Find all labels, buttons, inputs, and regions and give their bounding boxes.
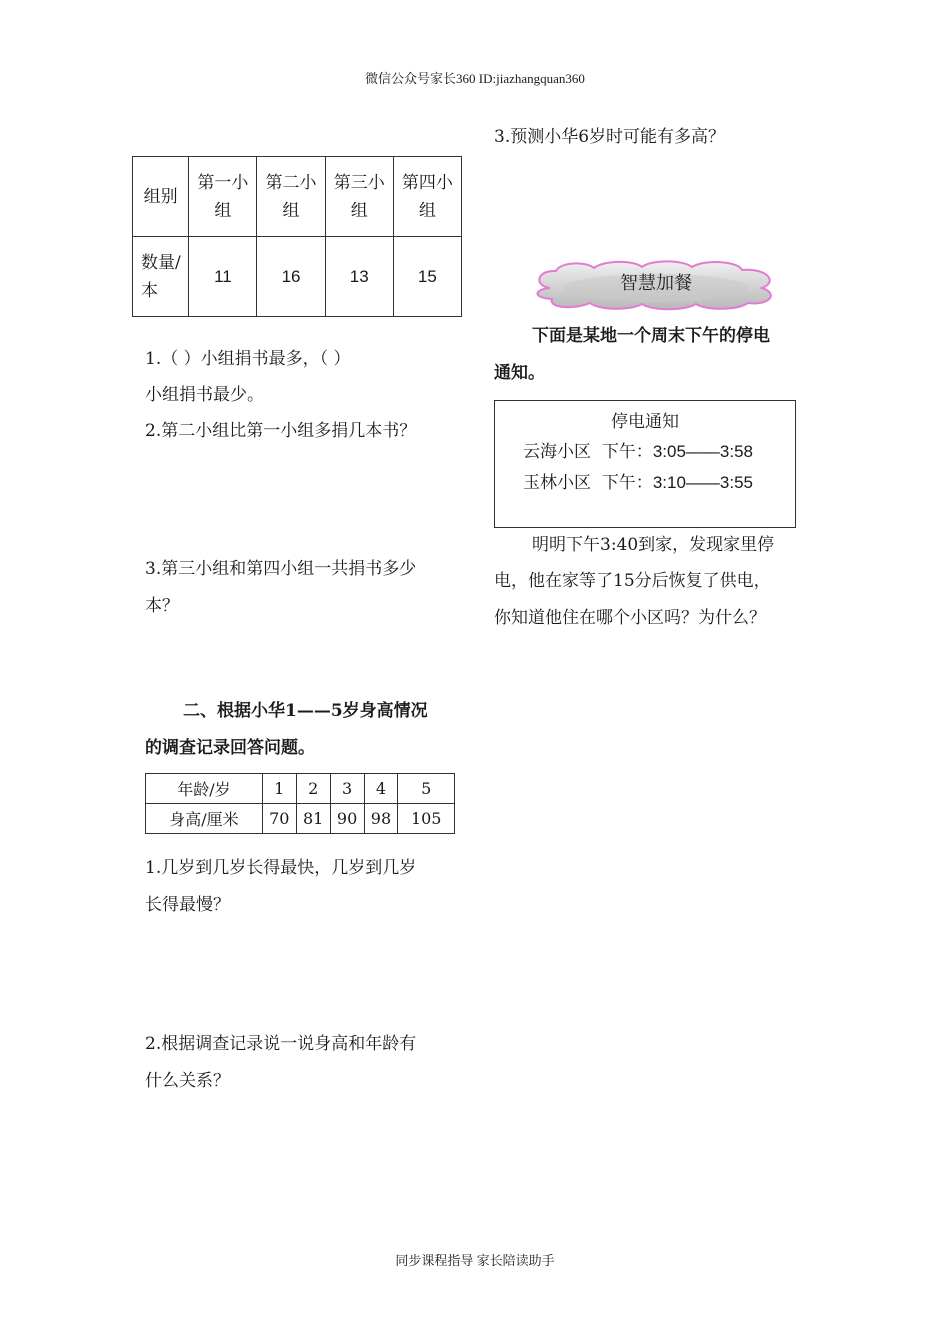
value-cell: 15: [393, 237, 461, 317]
height-row-label: 身高/厘米: [146, 804, 263, 834]
notice-row: [523, 468, 753, 493]
notice-label: 下午：: [601, 473, 653, 493]
row-label-quantity: 数量/本: [133, 237, 189, 317]
height-cell: 81: [296, 804, 330, 834]
story-line-b: 电，他在家等了15分后恢复了供电，: [494, 571, 771, 591]
notice-row: [523, 437, 753, 462]
question-3-line-b: 本？: [145, 596, 179, 616]
age-cell: 5: [398, 774, 455, 804]
value-cell: 16: [257, 237, 325, 317]
outage-notice-box: [494, 400, 796, 528]
section-2-question-1-a: 1.几岁到几岁长得最快，几岁到几岁: [145, 858, 417, 878]
height-cell: 70: [262, 804, 296, 834]
age-row-label: 年龄/岁: [146, 774, 263, 804]
notice-time: 3:10——3:55: [652, 473, 753, 492]
age-cell: 4: [364, 774, 398, 804]
notice-label: 下午：: [601, 442, 653, 462]
page-header: 微信公众号家长360 ID:jiazhangquan360: [365, 71, 585, 86]
banner-title: 智慧加餐: [620, 273, 692, 294]
story-line-a: 明明下午3:40到家，发现家里停: [532, 535, 775, 555]
question-1-line-b: 小组捐书最少。: [145, 385, 264, 405]
intro-line-b: 通知。: [494, 363, 545, 383]
age-cell: 3: [330, 774, 364, 804]
table-corner-cell: 组别: [133, 157, 189, 237]
section-2-title-a: 二、根据小华1——5岁身高情况: [183, 701, 428, 721]
age-cell: 1: [262, 774, 296, 804]
section-2-question-2-b: 什么关系？: [145, 1071, 230, 1091]
question-2: 2.第二小组比第一小组多捐几本书？: [145, 421, 417, 441]
notice-area: 云海小区: [523, 442, 591, 462]
section-2-question-2-a: 2.根据调查记录说一说身高和年龄有: [145, 1034, 417, 1054]
banner-cloud: [528, 258, 784, 312]
donation-table: [132, 156, 462, 317]
group-header-4: 第四小组: [393, 157, 461, 237]
notice-area: 玉林小区: [523, 473, 591, 493]
intro-line-a: 下面是某地一个周末下午的停电: [532, 326, 770, 346]
notice-time: 3:05——3:58: [652, 442, 753, 461]
value-cell: 11: [189, 237, 257, 317]
question-1-line-a: 1.（ ）小组捐书最多，（ ）: [145, 349, 351, 369]
height-table: [145, 773, 455, 834]
height-cell: 98: [364, 804, 398, 834]
notice-title: 停电通知: [611, 412, 679, 432]
group-header-2: 第二小组: [257, 157, 325, 237]
section-2-question-1-b: 长得最慢？: [145, 895, 230, 915]
height-cell: 90: [330, 804, 364, 834]
page-footer: 同步课程指导 家长陪读助手: [395, 1253, 555, 1268]
group-header-1: 第一小组: [189, 157, 257, 237]
group-header-3: 第三小组: [325, 157, 393, 237]
height-cell: 105: [398, 804, 455, 834]
question-3-line-a: 3.第三小组和第四小组一共捐书多少: [145, 559, 417, 579]
age-cell: 2: [296, 774, 330, 804]
story-line-c: 你知道他住在哪个小区吗？为什么？: [494, 608, 766, 628]
value-cell: 13: [325, 237, 393, 317]
question-3-predict: 3.预测小华6岁时可能有多高？: [494, 127, 726, 147]
section-2-title-b: 的调查记录回答问题。: [145, 738, 315, 758]
